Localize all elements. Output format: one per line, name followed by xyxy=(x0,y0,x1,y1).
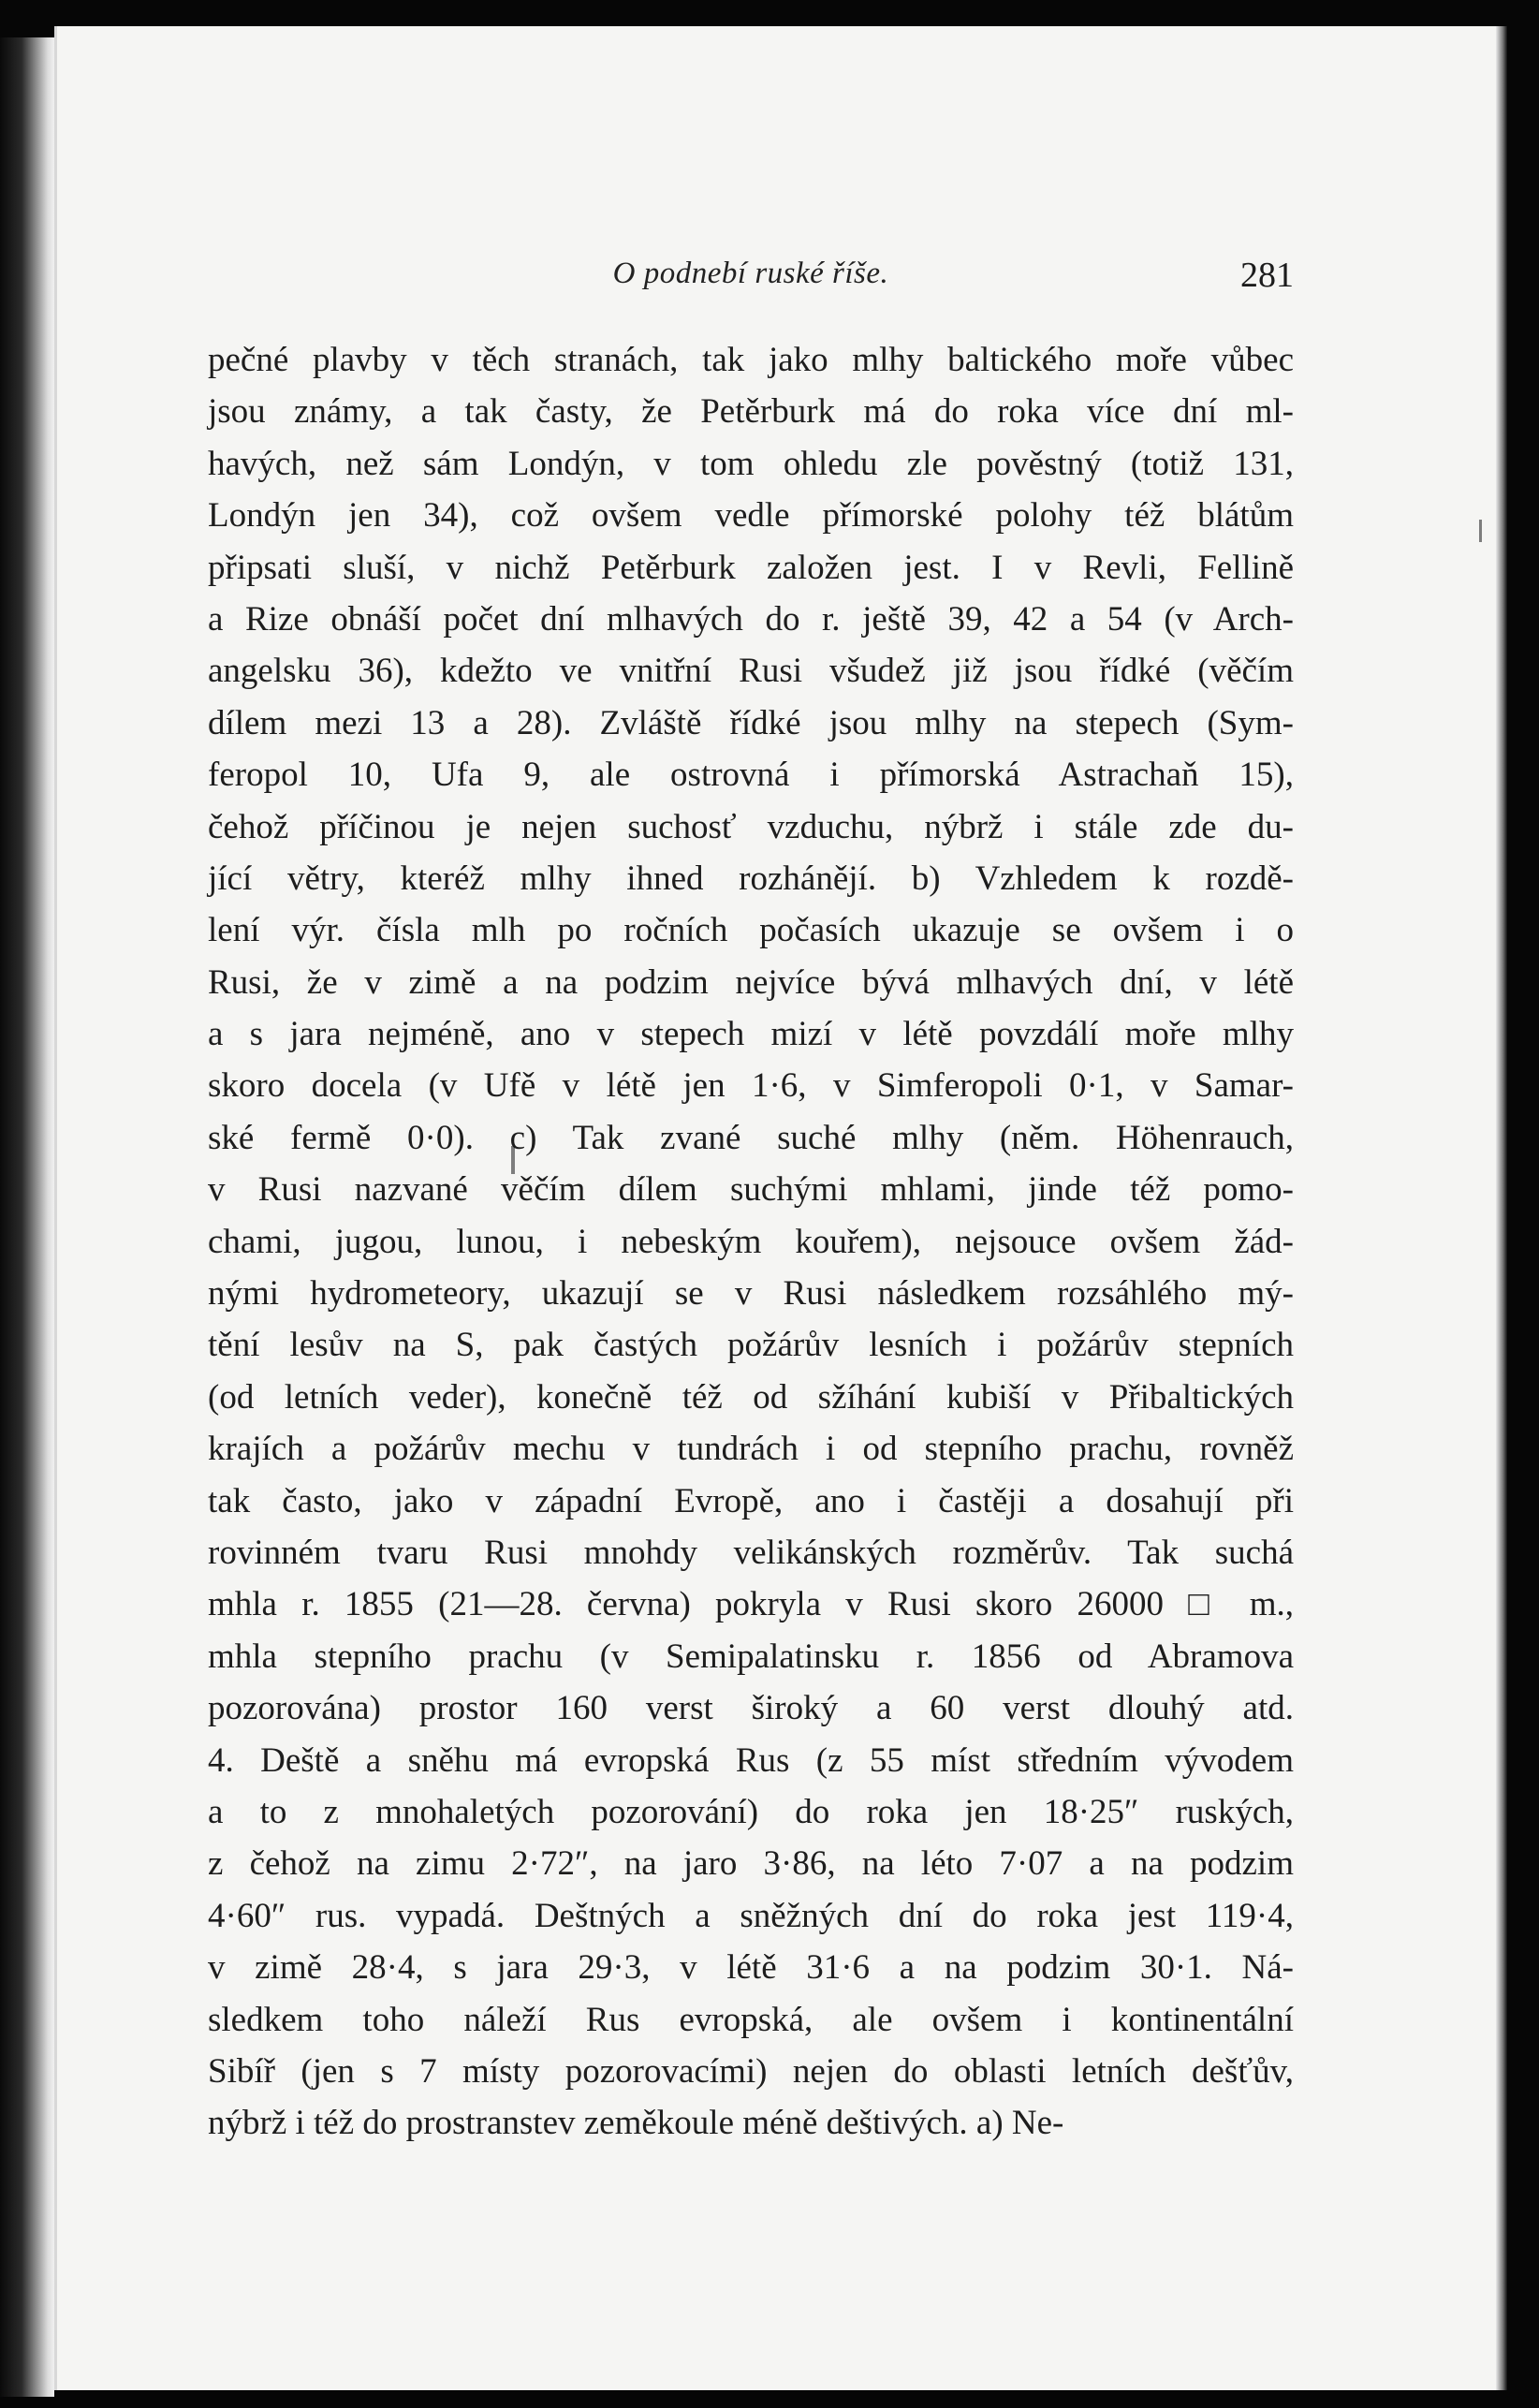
book-spine-shadow xyxy=(0,37,54,2397)
text-line: nýbrž i též do prostranstev zeměkoule méně deštivých. a) Ne- xyxy=(208,2104,1064,2143)
text-line: skoro docela (v Ufě v létě jen 1·6, v Simferopoli 0·1, v Samar- xyxy=(208,1066,1294,1106)
text-line: jsou známy, a tak časty, že Petěrburk má do roka více dní ml- xyxy=(208,392,1294,432)
page-edge-shadow xyxy=(1496,26,1507,2390)
text-line: rovinném tvaru Rusi mnohdy velikánských rozměrův. Tak suchá xyxy=(208,1533,1294,1572)
text-line: připsati sluší, v nichž Petěrburk založen jest. I v Revli, Fellině xyxy=(208,548,1294,587)
text-line: 4. Deště a sněhu má evropská Rus (z 55 míst středním vývodem xyxy=(208,1740,1294,1780)
text-line: sledkem toho náleží Rus evropská, ale ovšem i kontinentální xyxy=(208,2000,1294,2039)
text-line: pozorována) prostor 160 verst široký a 60 verst dlouhý atd. xyxy=(208,1689,1294,1728)
text-line: a to z mnohaletých pozorování) do roka jen 18·25″ ruských, xyxy=(208,1792,1294,1831)
text-line: feropol 10, Ufa 9, ale ostrovná i přímorská Astrachaň 15), xyxy=(208,756,1294,795)
text-line: nými hydrometeory, ukazují se v Rusi následkem rozsáhlého mý- xyxy=(208,1274,1294,1314)
text-line: lení výr. čísla mlh po ročních počasích ukazuje se ovšem i o xyxy=(208,911,1294,950)
text-line: ské fermě 0·0). c) Tak zvané suché mlhy (něm. Höhenrauch, xyxy=(208,1118,1294,1157)
text-line: 4·60″ rus. vypadá. Deštných a sněžných dní do roka jest 119·4, xyxy=(208,1896,1294,1935)
text-line: havých, než sám Londýn, v tom ohledu zle pověstný (totiž 131, xyxy=(208,444,1294,483)
body-text xyxy=(208,334,1294,2150)
running-header xyxy=(208,257,1294,303)
page-number: 281 xyxy=(1240,256,1294,295)
text-line: pečné plavby v těch stranách, tak jako mlhy baltického moře vůbec xyxy=(208,341,1294,379)
text-line: chami, jugou, lunou, i nebeským kouřem), nejsouce ovšem žád- xyxy=(208,1222,1294,1261)
text-line: dílem mezi 13 a 28). Zvláště řídké jsou mlhy na stepech (Sym- xyxy=(208,703,1294,742)
text-line: čehož příčinou je nejen suchosť vzduchu, nýbrž i stále zde du- xyxy=(208,807,1294,846)
text-line: Rusi, že v zimě a na podzim nejvíce bývá mlhavých dní, v létě xyxy=(208,962,1294,1002)
text-line: Sibíř (jen s 7 místy pozorovacími) nejen do oblasti letních dešťův, xyxy=(208,2051,1294,2091)
text-line: tak často, jako v západní Evropě, ano i častěji a dosahují při xyxy=(208,1481,1294,1520)
text-line: tění lesův na S, pak častých požárův lesních i požárův stepních xyxy=(208,1326,1294,1365)
text-line: v Rusi nazvané věčím dílem suchými mhlami, jinde též pomo- xyxy=(208,1170,1294,1210)
text-line: a Rize obnáší počet dní mlhavých do r. ještě 39, 42 a 54 (v Arch- xyxy=(208,599,1294,639)
text-line: v zimě 28·4, s jara 29·3, v létě 31·6 a na podzim 30·1. Ná- xyxy=(208,1948,1294,1988)
text-line: krajích a požárův mechu v tundrách i od stepního prachu, rovněž xyxy=(208,1430,1294,1469)
text-line: Londýn jen 34), což ovšem vedle přímorské polohy též blátům xyxy=(208,496,1294,536)
text-line: a s jara nejméně, ano v stepech mizí v létě povzdálí moře mlhy xyxy=(208,1015,1294,1054)
margin-mark xyxy=(1479,520,1482,542)
text-line: mhla stepního prachu (v Semipalatinsku r. 1856 od Abramova xyxy=(208,1637,1294,1676)
text-line: jící větry, kteréž mlhy ihned rozhánějí. b) Vzhledem k rozdě- xyxy=(208,859,1294,898)
text-line: angelsku 36), kdežto ve vnitřní Rusi všudež již jsou řídké (věčím xyxy=(208,652,1294,691)
running-title: O podnebí ruské říše. xyxy=(612,257,889,290)
text-line: mhla r. 1855 (21—28. června) pokryla v Rusi skoro 26000 □ m., xyxy=(208,1585,1294,1624)
text-line: (od letních veder), konečně též od sžíhání kubiší v Přibaltických xyxy=(208,1377,1294,1417)
text-line: z čehož na zimu 2·72″, na jaro 3·86, na léto 7·07 a na podzim xyxy=(208,1844,1294,1884)
